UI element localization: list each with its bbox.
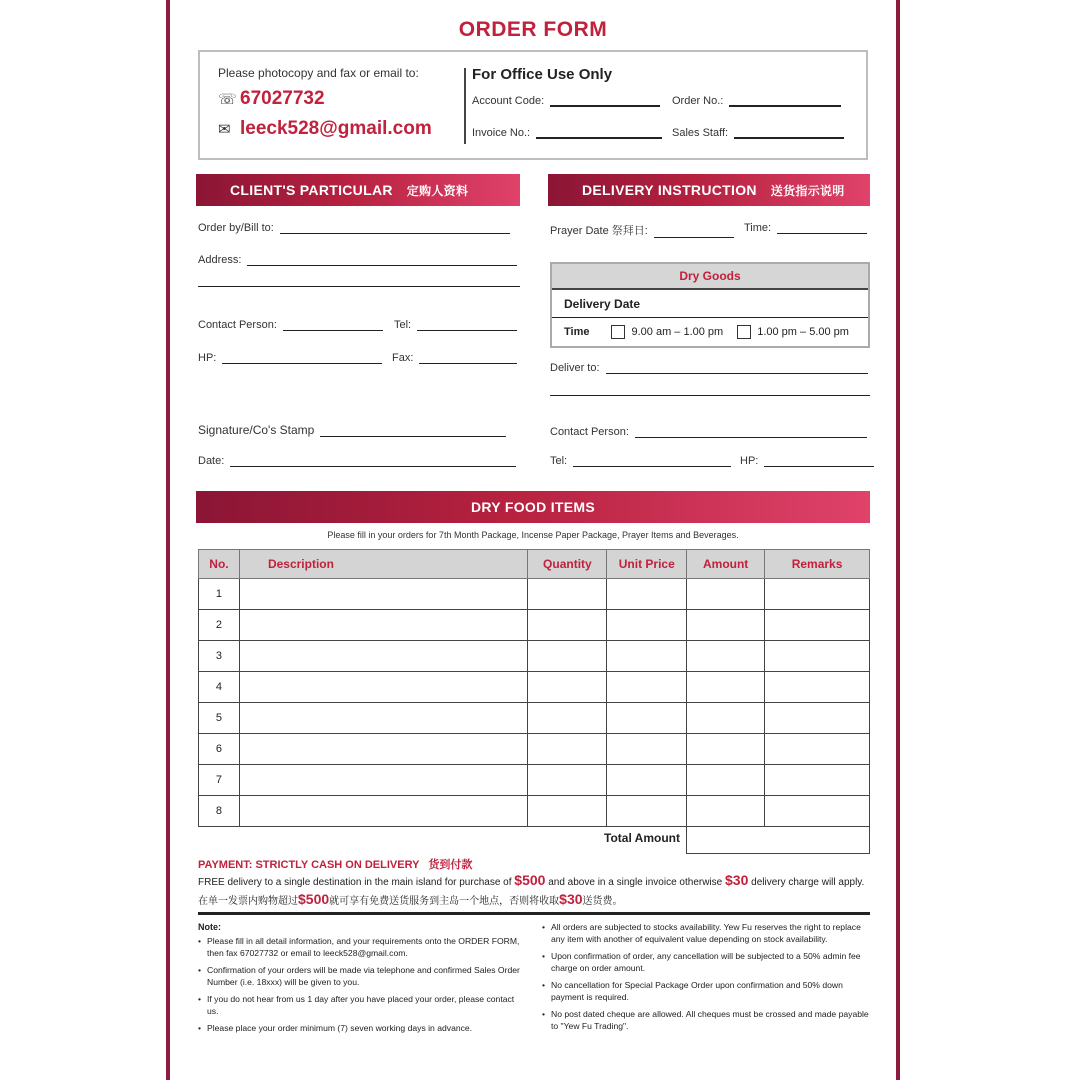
deliver-to-field[interactable] xyxy=(550,362,868,374)
amount-cell[interactable] xyxy=(687,610,765,641)
order-no-line xyxy=(729,95,841,107)
client-hp-label: HP: xyxy=(198,352,217,364)
time-slot-label: Time xyxy=(564,326,590,338)
unit-price-cell[interactable] xyxy=(607,796,687,827)
unit-price-cell[interactable] xyxy=(607,765,687,796)
delivery-hp-line xyxy=(764,455,874,467)
note-item: • If you do not hear from us 1 day after you have placed your order, please contact us. xyxy=(198,994,528,1017)
table-row xyxy=(199,641,870,672)
row-number: 1 xyxy=(199,579,240,610)
items-header-text: DRY FOOD ITEMS xyxy=(471,499,595,515)
time-slot-row xyxy=(552,318,868,346)
notes-left xyxy=(198,936,528,1041)
quantity-cell[interactable] xyxy=(528,765,607,796)
amount-cell[interactable] xyxy=(687,641,765,672)
amount-cell[interactable] xyxy=(687,703,765,734)
quantity-cell[interactable] xyxy=(528,734,607,765)
description-cell[interactable] xyxy=(239,641,527,672)
address-line xyxy=(247,254,517,266)
delivery-charge-en xyxy=(198,872,878,891)
unit-price-cell[interactable] xyxy=(607,734,687,765)
order-no-label: Order No.: xyxy=(672,95,724,107)
dry-goods-box xyxy=(550,262,870,348)
envelope-icon: ✉ xyxy=(218,121,231,138)
notes-divider xyxy=(198,912,870,915)
row-number: 4 xyxy=(199,672,240,703)
prayer-date-field[interactable] xyxy=(550,222,734,238)
slot-morning-checkbox[interactable] xyxy=(611,325,625,339)
items-table xyxy=(198,549,870,827)
delivery-header-text: DELIVERY INSTRUCTION xyxy=(582,182,757,198)
delivery-tel-line xyxy=(573,455,731,467)
order-no-field[interactable] xyxy=(672,95,841,107)
account-code-line xyxy=(550,95,660,107)
delivery-charge-amount: $30 xyxy=(725,872,749,888)
table-row xyxy=(199,672,870,703)
contact-person-field[interactable] xyxy=(198,319,383,331)
row-number: 5 xyxy=(199,703,240,734)
order-form-sheet xyxy=(166,0,900,1080)
invoice-no-field[interactable] xyxy=(472,127,662,139)
col-no: No. xyxy=(199,550,240,579)
charge-cn-b: 就可享有免费送货服务到主岛一个地点，否则将收取 xyxy=(329,896,560,907)
order-by-label: Order by/Bill to: xyxy=(198,222,274,234)
delivery-tel-label: Tel: xyxy=(550,455,568,467)
unit-price-cell[interactable] xyxy=(607,579,687,610)
note-item: • Please fill in all detail information, and your requirements onto the ORDER FORM, then fax 67027732 or email to leeck528@gmail.com. xyxy=(198,936,528,959)
invoice-no-label: Invoice No.: xyxy=(472,127,531,139)
slot-afternoon-label: 1.00 pm – 5.00 pm xyxy=(757,326,849,338)
contact-instruction: Please photocopy and fax or email to: xyxy=(218,66,419,80)
contact-person-line xyxy=(283,319,383,331)
delivery-date-label: Delivery Date xyxy=(564,296,641,311)
threshold-amount-cn: $500 xyxy=(298,891,330,907)
table-row xyxy=(199,610,870,641)
amount-cell[interactable] xyxy=(687,796,765,827)
remarks-cell[interactable] xyxy=(765,765,870,796)
payment-terms xyxy=(198,856,472,872)
description-cell[interactable] xyxy=(239,765,527,796)
prayer-date-label: Prayer Date 祭拜日: xyxy=(550,225,648,237)
address-field[interactable] xyxy=(198,254,517,266)
remarks-cell[interactable] xyxy=(765,796,870,827)
charge-cn-c: 送货费。 xyxy=(582,896,623,907)
charge-text-c: delivery charge will apply. xyxy=(748,877,865,888)
client-hp-line xyxy=(222,352,382,364)
remarks-cell[interactable] xyxy=(765,579,870,610)
table-row xyxy=(199,796,870,827)
delivery-hp-field[interactable] xyxy=(740,455,874,467)
remarks-cell[interactable] xyxy=(765,703,870,734)
description-cell[interactable] xyxy=(239,703,527,734)
client-fax-label: Fax: xyxy=(392,352,414,364)
table-row xyxy=(199,765,870,796)
delivery-charge-amount-cn: $30 xyxy=(559,891,583,907)
client-hp-field[interactable] xyxy=(198,352,382,364)
unit-price-cell[interactable] xyxy=(607,672,687,703)
delivery-header-cn: 送货指示说明 xyxy=(770,183,845,198)
sales-staff-field[interactable] xyxy=(672,127,844,139)
table-row xyxy=(199,734,870,765)
delivery-contact-field[interactable] xyxy=(550,426,867,438)
quantity-cell[interactable] xyxy=(528,672,607,703)
contact-block xyxy=(218,66,458,140)
row-number: 3 xyxy=(199,641,240,672)
delivery-hp-label: HP: xyxy=(740,455,759,467)
notes-title: Note: xyxy=(198,922,221,932)
sales-staff-label: Sales Staff: xyxy=(672,127,729,139)
payment-label: PAYMENT: STRICTLY CASH ON DELIVERY xyxy=(198,859,420,871)
delivery-charge-cn xyxy=(198,891,878,910)
account-code-field[interactable] xyxy=(472,95,660,107)
invoice-no-line xyxy=(536,127,662,139)
delivery-contact-line xyxy=(635,426,867,438)
row-number: 8 xyxy=(199,796,240,827)
fax-number: 67027732 xyxy=(240,88,325,109)
prayer-time-field[interactable] xyxy=(744,222,867,234)
note-item: • All orders are subjected to stocks availability. Yew Fu reserves the right to replace any item with another of equivalent value depending on stock availability. xyxy=(542,922,870,945)
description-cell[interactable] xyxy=(239,796,527,827)
quantity-cell[interactable] xyxy=(528,610,607,641)
signature-field[interactable] xyxy=(198,423,506,437)
fax-row xyxy=(218,88,458,110)
order-by-field[interactable] xyxy=(198,222,510,234)
amount-cell[interactable] xyxy=(687,672,765,703)
sales-staff-line xyxy=(734,127,844,139)
remarks-cell[interactable] xyxy=(765,610,870,641)
description-cell[interactable] xyxy=(239,579,527,610)
office-heading: For Office Use Only xyxy=(472,66,613,83)
items-section-header xyxy=(196,491,870,523)
table-row xyxy=(199,703,870,734)
client-header-text: CLIENT'S PARTICULAR xyxy=(230,182,393,198)
signature-label: Signature/Co's Stamp xyxy=(198,423,315,437)
unit-price-cell[interactable] xyxy=(607,641,687,672)
quantity-cell[interactable] xyxy=(528,641,607,672)
description-cell[interactable] xyxy=(239,734,527,765)
prayer-time-label: Time: xyxy=(744,222,772,234)
delivery-tel-field[interactable] xyxy=(550,455,731,467)
total-amount-label: Total Amount xyxy=(604,831,680,845)
deliver-to-label: Deliver to: xyxy=(550,362,600,374)
row-number: 2 xyxy=(199,610,240,641)
address-label: Address: xyxy=(198,254,242,266)
deliver-to-line xyxy=(606,362,868,374)
note-item: • Upon confirmation of order, any cancellation will be subjected to a 50% admin fee charge on order amount. xyxy=(542,951,870,974)
client-tel-label: Tel: xyxy=(394,319,412,331)
items-subtitle: Please fill in your orders for 7th Month Package, Incense Paper Package, Prayer Items and Beverages. xyxy=(327,530,739,540)
client-date-line xyxy=(230,455,516,467)
col-amount: Amount xyxy=(687,550,765,579)
delivery-date-row[interactable] xyxy=(552,290,868,318)
signature-line xyxy=(320,425,506,437)
note-item: • No post dated cheque are allowed. All cheques must be crossed and made payable to "Yew Fu Trading". xyxy=(542,1009,870,1032)
client-date-label: Date: xyxy=(198,455,225,467)
charge-cn-a: 在单一发票内购物超过 xyxy=(198,896,298,907)
description-cell[interactable] xyxy=(239,672,527,703)
row-number: 7 xyxy=(199,765,240,796)
client-fax-line xyxy=(419,352,517,364)
payment-label-cn: 货到付款 xyxy=(428,859,473,871)
remarks-cell[interactable] xyxy=(765,672,870,703)
charge-text-b: and above in a single invoice otherwise xyxy=(545,877,725,888)
delivery-section-header xyxy=(548,174,870,206)
amount-cell[interactable] xyxy=(687,734,765,765)
description-cell[interactable] xyxy=(239,610,527,641)
client-fax-field[interactable] xyxy=(392,352,517,364)
col-quantity: Quantity xyxy=(528,550,607,579)
delivery-charge-info xyxy=(198,872,878,910)
row-number: 6 xyxy=(199,734,240,765)
contact-office-box xyxy=(198,50,868,160)
client-tel-line xyxy=(417,319,517,331)
col-unit-price: Unit Price xyxy=(607,550,687,579)
quantity-cell[interactable] xyxy=(528,796,607,827)
email-row xyxy=(218,118,458,140)
office-use-block xyxy=(472,66,862,149)
client-date-field[interactable] xyxy=(198,455,516,467)
order-by-line xyxy=(280,222,510,234)
quantity-cell[interactable] xyxy=(528,579,607,610)
threshold-amount: $500 xyxy=(514,872,546,888)
note-item: • No cancellation for Special Package Order upon confirmation and 50% down payment is required. xyxy=(542,980,870,1003)
remarks-cell[interactable] xyxy=(765,641,870,672)
address-line-2[interactable] xyxy=(198,286,520,287)
account-code-label: Account Code: xyxy=(472,95,545,107)
col-description: Description xyxy=(239,550,527,579)
table-row xyxy=(199,579,870,610)
notes-right xyxy=(542,922,870,1038)
col-remarks: Remarks xyxy=(765,550,870,579)
client-header-cn: 定购人资料 xyxy=(406,183,469,198)
contact-person-label: Contact Person: xyxy=(198,319,277,331)
prayer-time-line xyxy=(777,222,867,234)
email-address: leeck528@gmail.com xyxy=(240,118,432,139)
amount-cell[interactable] xyxy=(687,579,765,610)
delivery-contact-label: Contact Person: xyxy=(550,426,629,438)
charge-text-a: FREE delivery to a single destination in the main island for purchase of xyxy=(198,877,515,888)
divider xyxy=(464,68,466,144)
remarks-cell[interactable] xyxy=(765,734,870,765)
note-item: • Please place your order minimum (7) seven working days in advance. xyxy=(198,1023,528,1035)
prayer-date-line xyxy=(654,226,734,238)
page-title: ORDER FORM xyxy=(458,18,608,41)
client-tel-field[interactable] xyxy=(394,319,517,331)
slot-morning-label: 9.00 am – 1.00 pm xyxy=(631,326,724,338)
note-item: • Confirmation of your orders will be made via telephone and confirmed Sales Order Number (i.e. 18xxx) will be given to you. xyxy=(198,965,528,988)
unit-price-cell[interactable] xyxy=(607,610,687,641)
deliver-to-line-2[interactable] xyxy=(550,395,870,396)
amount-cell[interactable] xyxy=(687,765,765,796)
quantity-cell[interactable] xyxy=(528,703,607,734)
total-amount-field[interactable] xyxy=(686,826,870,854)
client-section-header xyxy=(196,174,520,206)
slot-afternoon-checkbox[interactable] xyxy=(737,325,751,339)
items-header-row xyxy=(199,550,870,579)
dry-goods-heading: Dry Goods xyxy=(552,264,868,290)
fax-icon: ☏ xyxy=(218,91,237,108)
unit-price-cell[interactable] xyxy=(607,703,687,734)
